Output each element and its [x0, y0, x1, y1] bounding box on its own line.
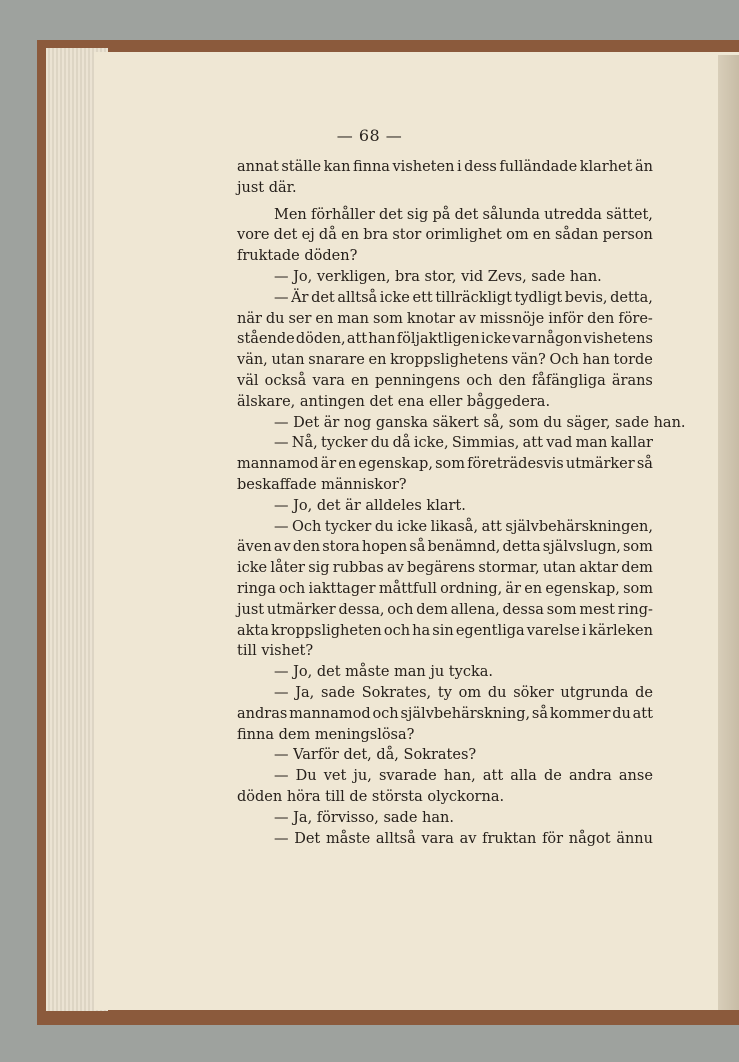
text-line: även av den stora hopen så benämnd, detta självslugn, som — [237, 539, 653, 556]
text-line: — Ja, sade Sokrates, ty om du söker utgrunda de — [274, 684, 653, 701]
text-line: — Du vet ju, svarade han, att alla de andra anse — [274, 768, 653, 785]
body-text — [237, 157, 686, 849]
facing-page-edge — [718, 55, 739, 1010]
text-line: fruktade döden? — [237, 248, 358, 265]
text-line: andras mannamod och självbehärskning, så kommer du att — [237, 705, 653, 722]
text-line: mannamod är en egenskap, som företrädesvis utmärker så — [237, 456, 653, 473]
text-line: döden höra till de största olyckorna. — [237, 788, 505, 805]
text-line: — Är det alltså icke ett tillräckligt tydligt bevis, detta, — [274, 289, 653, 306]
page-number: — 68 — — [336, 126, 403, 145]
text-line: när du ser en man som knotar av missnöje inför den före- — [237, 310, 653, 327]
text-line: — Det är nog ganska säkert så, som du säger, sade han. — [274, 414, 686, 431]
text-line: just där. — [237, 179, 297, 196]
text-line: väl också vara en penningens och den fåfängliga ärans — [237, 372, 653, 389]
text-line: vän, utan snarare en kroppslighetens vän? Och han torde — [237, 352, 653, 369]
text-line: — Jo, verkligen, bra stor, vid Zevs, sade han. — [274, 268, 602, 285]
text-line: vore det ej då en bra stor orimlighet om en sådan person — [237, 227, 653, 244]
text-line: akta kroppsligheten och ha sin egentliga varelse i kärleken — [237, 622, 653, 639]
text-line: — Nå, tycker du då icke, Simmias, att vad man kallar — [274, 435, 653, 452]
text-line: — Jo, det är alldeles klart. — [274, 497, 466, 514]
text-line: till vishet? — [237, 643, 314, 660]
text-line: icke låter sig rubbas av begärens stormar, utan aktar dem — [237, 560, 653, 577]
text-line: — Jo, det måste man ju tycka. — [274, 664, 493, 681]
text-line: ringa och iakttager måttfull ordning, är en egenskap, som — [237, 580, 653, 597]
text-line: finna dem meningslösa? — [237, 726, 415, 743]
text-line: Men förhåller det sig på det sålunda utredda sättet, — [274, 206, 653, 223]
text-line: — Och tycker du icke likaså, att självbehärskningen, — [274, 518, 653, 535]
text-line: — Det måste alltså vara av fruktan för något ännu — [274, 830, 653, 847]
text-line: — Ja, förvisso, sade han. — [274, 809, 454, 826]
text-line: älskare, antingen det ena eller båggedera. — [237, 393, 551, 410]
text-line: — Varför det, då, Sokrates? — [274, 747, 477, 764]
text-line: just utmärker dessa, och dem allena, dessa som mest ring- — [237, 601, 653, 618]
text-line: stående döden, att han följaktligen icke var någon vishetens — [237, 331, 653, 348]
text-line: annat ställe kan finna visheten i dess fulländade klarhet än — [237, 159, 653, 175]
text-line: beskaffade människor? — [237, 476, 407, 493]
